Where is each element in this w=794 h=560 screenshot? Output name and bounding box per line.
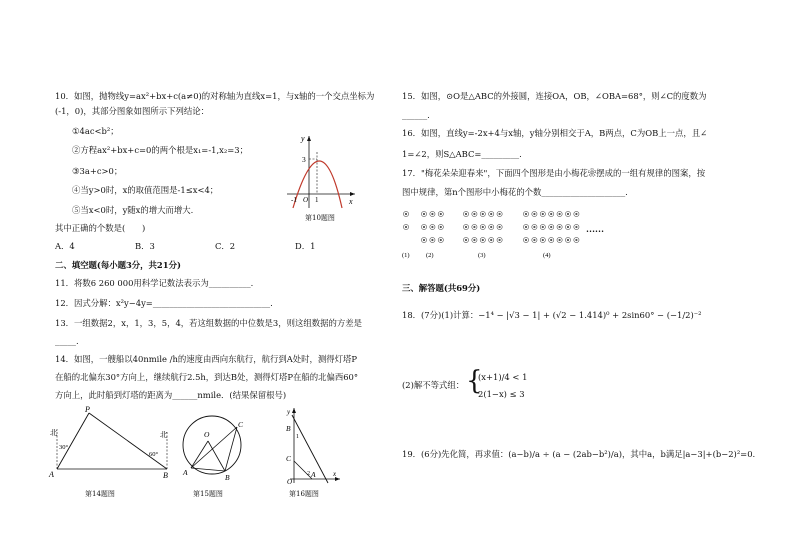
q16-line2: 1=∠2，则S△ABC=_________. xyxy=(402,149,522,159)
q16-line1: 16．如图，直线y=-2x+4与x轴，y轴分别相交于A，B两点，C为OB上一点，且∠ xyxy=(402,128,708,138)
q14-line3: 方向上，此时船到灯塔的距离为______nmile．(结果保留根号) xyxy=(55,390,287,400)
fig16-caption: 第16题图 xyxy=(289,490,319,498)
plum-flower-center xyxy=(474,213,476,215)
plum-flower-center xyxy=(440,213,442,215)
plum-flower-center xyxy=(474,226,476,228)
q11: 11．将数6 260 000用科学记数法表示为__________. xyxy=(55,278,254,288)
fig10-label-o: O xyxy=(303,196,309,204)
section2-heading: 二、填空题(每小题3分，共21分) xyxy=(55,260,181,270)
q10-line1: 10．如图，抛物线y=ax²+bx+c(a≠0)的对称轴为直线x=1，与x轴的一个交点坐标为 xyxy=(55,91,375,101)
plum-flower-center xyxy=(423,239,425,241)
fig15-label-o: O xyxy=(204,430,210,439)
plum-flower-center xyxy=(432,239,434,241)
plum-flower-center xyxy=(482,213,484,215)
q14-line1: 14．如图，一艘船以40nmile /h的速度由西向东航行，航行到A处时，测得灯塔P xyxy=(55,354,358,364)
plum-flower-center xyxy=(534,226,536,228)
q18-part2-label: (2)解不等式组： xyxy=(402,380,465,390)
plum-flower-center xyxy=(534,239,536,241)
plum-flower-center xyxy=(490,213,492,215)
plum-flower-center xyxy=(432,213,434,215)
fig16-label-b: B xyxy=(286,424,291,433)
q19: 19．(6分)先化简，再求值：(a−b)/a ÷ (a − (2ab−b²)/a)，其中a，b满足|a−3|+(b−2)²=0. xyxy=(402,449,756,459)
q17-ellipsis: …… xyxy=(586,224,604,234)
q18-part1: 18．(7分)(1)计算：−1⁴ − |√3 − 1| + (√2 − 1.414)⁰ + 2sin60° − (−1/2)⁻² xyxy=(402,310,702,320)
fig10-label-1: 1 xyxy=(315,196,319,204)
fig16-label-1: 1 xyxy=(296,434,299,440)
plum-flower-center xyxy=(567,239,569,241)
plum-flower-center xyxy=(525,226,527,228)
fig14-caption: 第14题图 xyxy=(85,490,115,498)
q14-line2: 在船的北偏东30°方向上，继续航行2.5h，到达B处，测得灯塔P在船的北偏西60° xyxy=(55,372,359,382)
plum-flower-center xyxy=(440,239,442,241)
plum-flower-center xyxy=(525,239,527,241)
fig14-label-p: P xyxy=(85,405,90,414)
q17-label-1: (1) xyxy=(402,252,410,259)
q18-system-brace: { xyxy=(466,366,483,396)
fig14-angle-60: 60° xyxy=(149,451,159,458)
plum-flower-center xyxy=(423,226,425,228)
fig16-label-y: y xyxy=(287,408,291,416)
q17-label-4: (4) xyxy=(543,252,551,259)
fig14-label-a: A xyxy=(49,470,54,479)
fig14-angle-30: 30° xyxy=(59,444,69,451)
q17-flower-patterns xyxy=(400,208,620,262)
plum-flower-center xyxy=(542,213,544,215)
q12: 12．因式分解：x²y−4y=____________________________. xyxy=(55,298,273,308)
q17-line2: 图中规律，第n个图形中小梅花的个数____________________. xyxy=(402,187,628,197)
fig16-line-figure xyxy=(278,405,343,485)
plum-flower-center xyxy=(542,226,544,228)
plum-flower-center xyxy=(559,213,561,215)
q18-inequality-1: (x+1)/4 < 1 xyxy=(478,372,528,382)
fig10-parabola-graph xyxy=(285,132,360,212)
fig16-label-2: 2 xyxy=(307,471,310,477)
plum-flower-center xyxy=(482,239,484,241)
plum-flower-center xyxy=(423,213,425,215)
fig14-north-b: 北 xyxy=(160,430,168,439)
fig14-north-a: 北 xyxy=(50,428,58,437)
q10-statement-2: ②方程ax²+bx+c=0的两个根是x₁=-1,x₂=3； xyxy=(72,145,248,155)
plum-flower-center xyxy=(482,226,484,228)
fig10-x-label: x xyxy=(349,197,353,206)
fig15-caption: 第15题图 xyxy=(193,490,223,498)
fig16-label-c: C xyxy=(286,454,292,463)
q17-line1: 17．"梅花朵朵迎春来"，下面四个图形是由小梅花❀摆成的一组有规律的图案，按 xyxy=(402,168,706,178)
fig14-ship-triangle xyxy=(45,405,175,480)
plum-flower-center xyxy=(432,226,434,228)
q10-statement-3: ③3a+c>0； xyxy=(72,166,123,176)
plum-flower-center xyxy=(576,226,578,228)
plum-flower-center xyxy=(474,239,476,241)
q17-label-2: (2) xyxy=(426,252,434,259)
section3-heading: 三、解答题(共69分) xyxy=(402,283,481,293)
q10-statement-1: ①4ac<b²； xyxy=(72,126,119,136)
q10-ask: 其中正确的个数是( ) xyxy=(55,223,146,233)
plum-flower-center xyxy=(550,239,552,241)
fig10-y-label: y xyxy=(301,134,305,143)
plum-flower-center xyxy=(405,226,407,228)
plum-flower-center xyxy=(567,213,569,215)
q15-line1: 15．如图，⊙O是△ABC的外接圆，连接OA，OB，∠OBA=68°，则∠C的度数为 xyxy=(402,91,707,101)
plum-flower-center xyxy=(490,239,492,241)
fig15-label-a: A xyxy=(183,468,188,477)
fig10-label-neg1: -1 xyxy=(291,196,297,204)
q10-statement-5: ⑤当x<0时，y随x的增大而增大. xyxy=(72,205,194,215)
q10-option-c: C．2 xyxy=(215,241,236,251)
plum-flower-center xyxy=(490,226,492,228)
plum-flower-center xyxy=(525,213,527,215)
fig16-label-o: O xyxy=(287,478,293,485)
plum-flower-center xyxy=(550,213,552,215)
fig16-label-x: x xyxy=(333,470,337,478)
plum-flower-center xyxy=(465,226,467,228)
q17-label-3: (3) xyxy=(478,252,486,259)
q13-line1: 13．一组数据2，x，1，3，5，4，若这组数据的中位数是3，则这组数据的方差是 xyxy=(55,318,362,328)
q18-inequality-2: 2(1−x) ≤ 3 xyxy=(478,389,525,399)
plum-flower-center xyxy=(542,239,544,241)
q10-line2: (-1，0)，其部分图象如图所示下列结论： xyxy=(55,106,210,116)
plum-flower-center xyxy=(576,213,578,215)
plum-flower-center xyxy=(559,226,561,228)
fig15-label-c: C xyxy=(238,420,244,429)
q10-statement-4: ④当y>0时，x的取值范围是-1≤x<4； xyxy=(72,185,219,195)
plum-flower-center xyxy=(465,213,467,215)
plum-flower-center xyxy=(440,226,442,228)
fig15-circle-figure xyxy=(175,405,250,485)
fig15-label-b: B xyxy=(225,473,230,482)
q10-option-b: B．3 xyxy=(135,241,155,251)
q10-option-d: D．1 xyxy=(295,241,316,251)
fig16-label-a: A xyxy=(311,470,316,479)
q15-line2: ______. xyxy=(402,110,430,120)
plum-flower-center xyxy=(499,239,501,241)
plum-flower-center xyxy=(499,213,501,215)
plum-flower-center xyxy=(559,239,561,241)
q10-option-a: A．4 xyxy=(55,241,75,251)
plum-flower-center xyxy=(465,239,467,241)
q13-line2: _____. xyxy=(55,336,79,346)
fig10-caption: 第10题图 xyxy=(305,214,335,222)
plum-flower-center xyxy=(567,226,569,228)
plum-flower-center xyxy=(499,226,501,228)
fig10-label-3: 3 xyxy=(302,155,306,164)
fig14-label-b: B xyxy=(163,471,168,480)
plum-flower-center xyxy=(534,213,536,215)
plum-flower-center xyxy=(405,213,407,215)
plum-flower-center xyxy=(576,239,578,241)
plum-flower-center xyxy=(550,226,552,228)
